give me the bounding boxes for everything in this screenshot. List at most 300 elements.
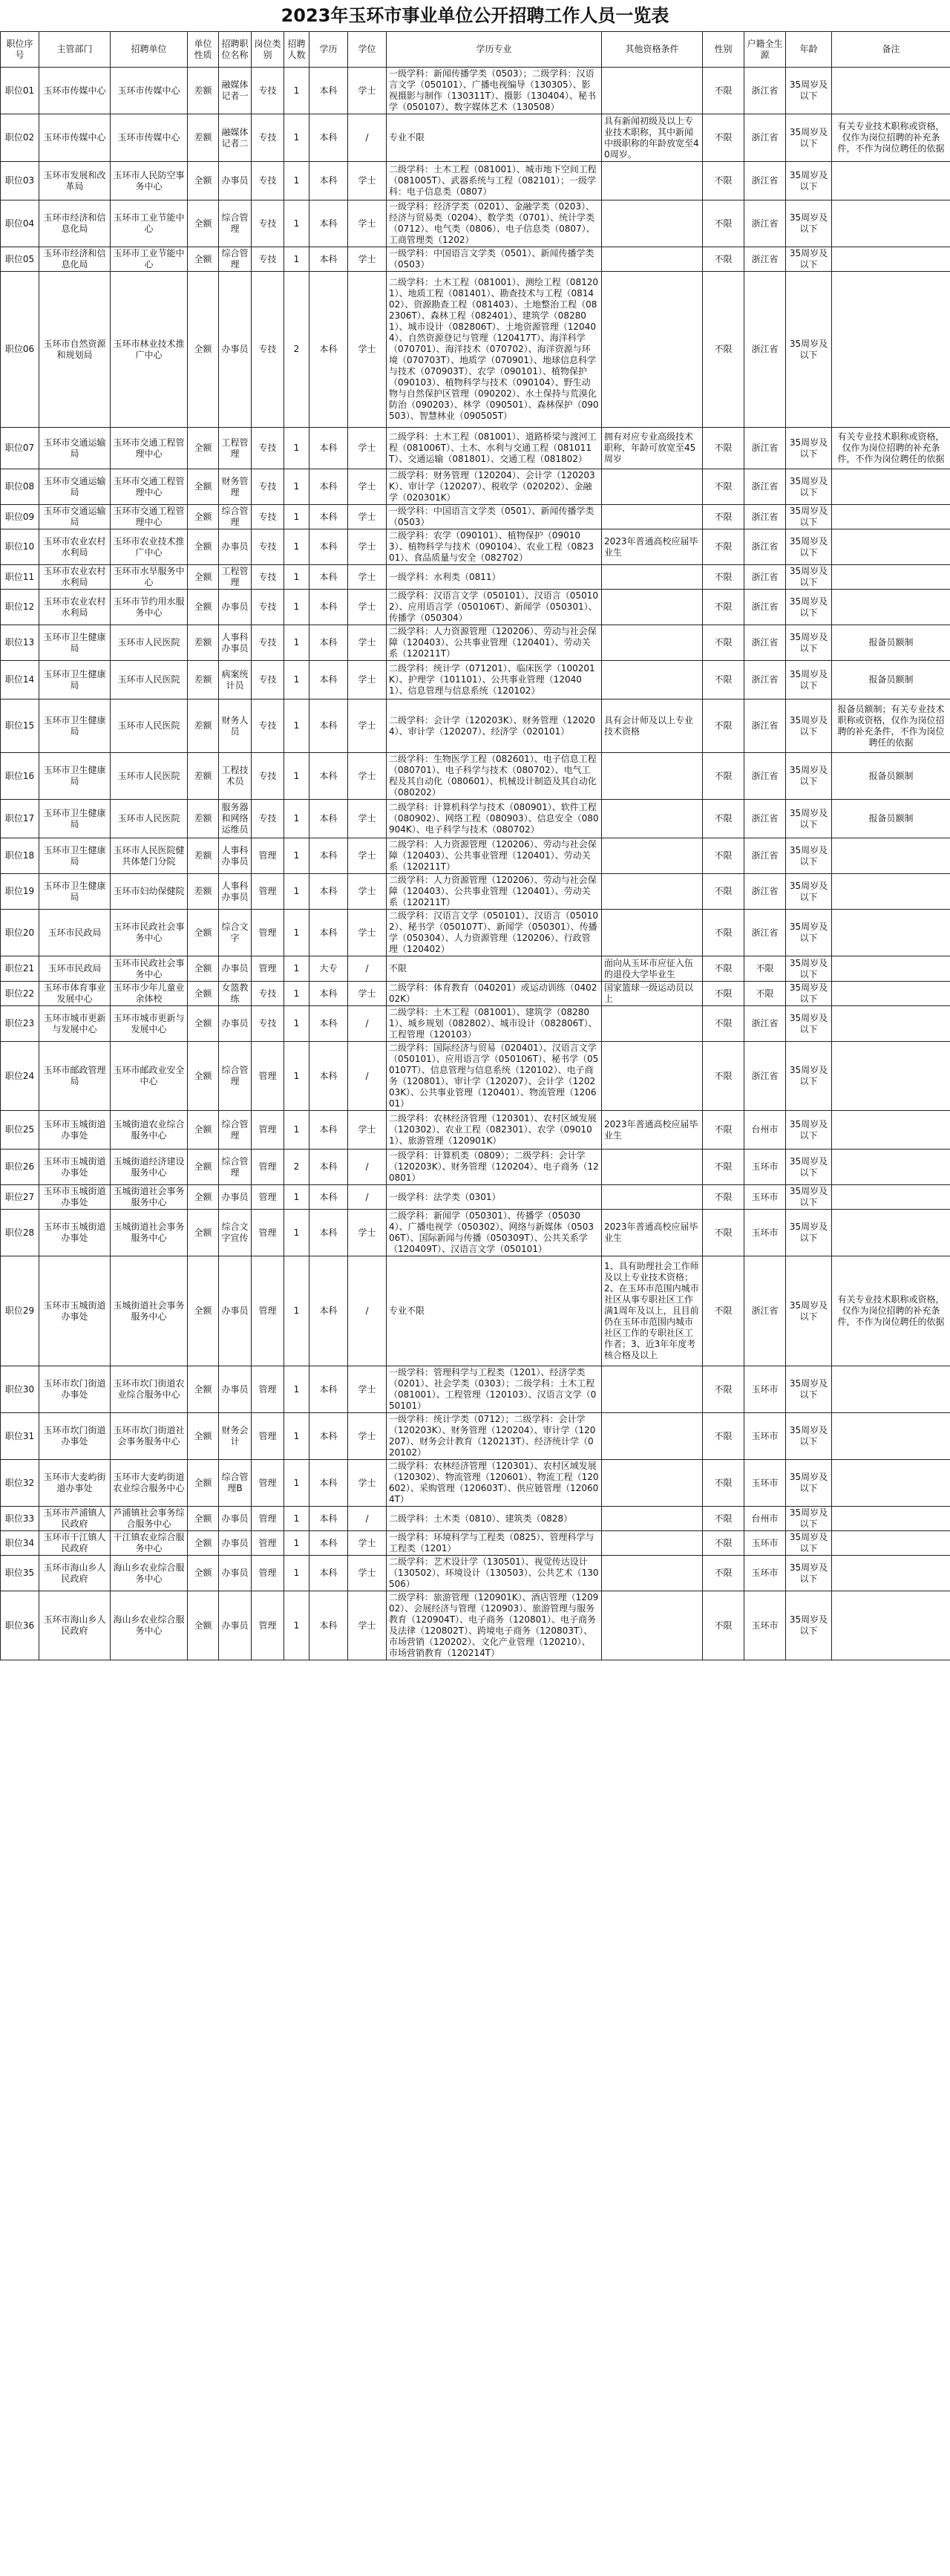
position-category-cell: 管理: [252, 1460, 284, 1507]
gender-cell: 不限: [703, 272, 744, 428]
age-cell: 35周岁及以下: [786, 247, 832, 272]
education-cell: 本科: [309, 982, 348, 1006]
headcount-cell: 1: [284, 1531, 309, 1556]
unit-nature-cell: 全额: [188, 247, 219, 272]
other-requirements-cell: 2023年普通高校应届毕业生: [602, 529, 703, 565]
household-registration-cell: 玉环市: [744, 1591, 786, 1660]
column-header: 岗位类别: [252, 32, 284, 68]
department-cell: 玉环市交通运输局: [39, 428, 111, 469]
degree-cell: /: [348, 1256, 387, 1366]
major-cell: 二级学科：体育教育（040201）或运动训练（040202K）: [387, 982, 602, 1006]
unit-nature-cell: 全额: [188, 1531, 219, 1556]
major-cell: 二级学科：生物医学工程（082601）、电子信息工程（080701）、电子科学与技术（080702）、电气工程及其自动化（080601）、机械设计制造及其自动化（080202）: [387, 753, 602, 800]
position-number-cell: 职位24: [1, 1042, 39, 1111]
degree-cell: 学士: [348, 469, 387, 505]
department-cell: 玉环市卫生健康局: [39, 700, 111, 753]
unit-nature-cell: 差额: [188, 700, 219, 753]
other-requirements-cell: [602, 1042, 703, 1111]
headcount-cell: 1: [284, 469, 309, 505]
other-requirements-cell: [602, 910, 703, 956]
headcount-cell: 1: [284, 505, 309, 529]
position-number-cell: 职位22: [1, 982, 39, 1006]
major-cell: 二级学科：人力资源管理（120206）、劳动与社会保障（120403）、公共事业管理（120401）、劳动关系（120211T）: [387, 874, 602, 910]
major-cell: 一级学科：管理科学与工程类（1201）、经济学类（0201）、社会学类（0303）；二级学科：土木工程（081001）、工程管理（120103）、汉语言文学（050101）: [387, 1366, 602, 1413]
position-number-cell: 职位02: [1, 114, 39, 162]
major-cell: 一级学科：中国语言文学类（0501）、新闻传播学类（0503）: [387, 247, 602, 272]
other-requirements-cell: [602, 590, 703, 625]
position-category-cell: 管理: [252, 1366, 284, 1413]
unit-nature-cell: 全额: [188, 1256, 219, 1366]
department-cell: 玉环市民政局: [39, 956, 111, 982]
gender-cell: 不限: [703, 838, 744, 874]
table-row: [1, 590, 950, 625]
remarks-cell: [832, 982, 950, 1006]
household-registration-cell: 玉环市: [744, 1210, 786, 1256]
age-cell: 35周岁及以下: [786, 874, 832, 910]
degree-cell: 学士: [348, 910, 387, 956]
education-cell: 本科: [309, 529, 348, 565]
position-name-cell: 办事员: [219, 1185, 252, 1210]
headcount-cell: 1: [284, 1111, 309, 1150]
table-row: [1, 661, 950, 700]
employer-unit-cell: 玉环市交通工程管理中心: [111, 428, 188, 469]
employer-unit-cell: 玉环市民政社会事务中心: [111, 956, 188, 982]
position-number-cell: 职位07: [1, 428, 39, 469]
household-registration-cell: 浙江省: [744, 272, 786, 428]
other-requirements-cell: 具有新闻初级及以上专业技术职称，其中新闻中级职称的年龄放宽至40周岁。: [602, 114, 703, 162]
age-cell: 35周岁及以下: [786, 956, 832, 982]
degree-cell: /: [348, 1042, 387, 1111]
degree-cell: 学士: [348, 1591, 387, 1660]
major-cell: 一级学科：环境科学与工程类（0825）、管理科学与工程类（1201）: [387, 1531, 602, 1556]
major-cell: 专业不限: [387, 114, 602, 162]
degree-cell: 学士: [348, 753, 387, 800]
age-cell: 35周岁及以下: [786, 1591, 832, 1660]
age-cell: 35周岁及以下: [786, 565, 832, 590]
household-registration-cell: 不限: [744, 982, 786, 1006]
position-name-cell: 融媒体记者二: [219, 114, 252, 162]
unit-nature-cell: 全额: [188, 1042, 219, 1111]
remarks-cell: 报备员额制: [832, 753, 950, 800]
position-number-cell: 职位10: [1, 529, 39, 565]
table-row: [1, 1006, 950, 1042]
other-requirements-cell: [602, 800, 703, 838]
column-header: 学位: [348, 32, 387, 68]
position-name-cell: 综合管理: [219, 200, 252, 247]
table-header-row: [1, 32, 950, 68]
degree-cell: 学士: [348, 1460, 387, 1507]
department-cell: 玉环市农业农村水利局: [39, 565, 111, 590]
table-row: [1, 1413, 950, 1460]
household-registration-cell: 玉环市: [744, 1185, 786, 1210]
education-cell: 本科: [309, 1556, 348, 1591]
headcount-cell: 1: [284, 838, 309, 874]
position-name-cell: 办事员: [219, 1006, 252, 1042]
remarks-cell: [832, 1150, 950, 1185]
department-cell: 玉环市农业农村水利局: [39, 529, 111, 565]
major-cell: 二级学科：人力资源管理（120206）、劳动与社会保障（120403）、公共事业管理（120401）、劳动关系（120211T）: [387, 838, 602, 874]
table-row: [1, 505, 950, 529]
employer-unit-cell: 干江镇农业综合服务中心: [111, 1531, 188, 1556]
position-name-cell: 办事员: [219, 590, 252, 625]
position-category-cell: 专技: [252, 590, 284, 625]
education-cell: 本科: [309, 1507, 348, 1531]
gender-cell: 不限: [703, 529, 744, 565]
degree-cell: /: [348, 114, 387, 162]
position-number-cell: 职位32: [1, 1460, 39, 1507]
position-name-cell: 财务人员: [219, 700, 252, 753]
department-cell: 玉环市坎门街道办事处: [39, 1366, 111, 1413]
degree-cell: 学士: [348, 874, 387, 910]
position-number-cell: 职位33: [1, 1507, 39, 1531]
household-registration-cell: 浙江省: [744, 1042, 786, 1111]
unit-nature-cell: 全额: [188, 1150, 219, 1185]
gender-cell: 不限: [703, 469, 744, 505]
other-requirements-cell: 具有会计师及以上专业技术资格: [602, 700, 703, 753]
household-registration-cell: 浙江省: [744, 838, 786, 874]
age-cell: 35周岁及以下: [786, 590, 832, 625]
degree-cell: 学士: [348, 661, 387, 700]
headcount-cell: 1: [284, 1413, 309, 1460]
household-registration-cell: 玉环市: [744, 1366, 786, 1413]
table-row: [1, 838, 950, 874]
gender-cell: 不限: [703, 1507, 744, 1531]
employer-unit-cell: 玉环市人民防空事务中心: [111, 162, 188, 200]
remarks-cell: [832, 1556, 950, 1591]
position-number-cell: 职位19: [1, 874, 39, 910]
household-registration-cell: 浙江省: [744, 661, 786, 700]
degree-cell: 学士: [348, 625, 387, 661]
degree-cell: 学士: [348, 565, 387, 590]
household-registration-cell: 浙江省: [744, 505, 786, 529]
gender-cell: 不限: [703, 565, 744, 590]
education-cell: 本科: [309, 565, 348, 590]
major-cell: 专业不限: [387, 1256, 602, 1366]
department-cell: 玉环市邮政管理局: [39, 1042, 111, 1111]
education-cell: 本科: [309, 874, 348, 910]
major-cell: 二级学科：土木工程（081001）、测绘工程（081201）、地质工程（081401）、勘查技术与工程（081402）、资源勘查工程（081403）、土地整治工程（082306T）、森林工程（082401）、建筑学（082801）、城市设计（082806T）、土地资源管理（120404）、自然资源登记与管理（120417T）、海洋科学（070701）、海洋技术（070702）、海洋资源与环境（070703T）、地质学（070901）、地球信息科学与技术（070903T）、农学（090101）、植物保护（090103）、植物科学与技术（090104）、野生动物与自然保护区管理（090202）、水土保持与荒漠化防治（090203）、林学（090501）、森林保护（090503）、智慧林业（090505T）: [387, 272, 602, 428]
position-number-cell: 职位30: [1, 1366, 39, 1413]
table-row: [1, 753, 950, 800]
remarks-cell: [832, 162, 950, 200]
table-row: [1, 874, 950, 910]
other-requirements-cell: 1、具有助理社会工作师及以上专业技术资格；2、在玉环市范围内城市社区从事专职社区工作满1周年及以上，且目前仍在玉环市范围内城市社区工作的专职社区工作者；3、近3年年度考核合格及以上: [602, 1256, 703, 1366]
gender-cell: 不限: [703, 1150, 744, 1185]
unit-nature-cell: 全额: [188, 956, 219, 982]
unit-nature-cell: 全额: [188, 1507, 219, 1531]
other-requirements-cell: [602, 162, 703, 200]
position-number-cell: 职位11: [1, 565, 39, 590]
position-number-cell: 职位12: [1, 590, 39, 625]
major-cell: 一级学科：计算机类（0809）；二级学科：会计学（120203K）、财务管理（120204）、电子商务（120801）: [387, 1150, 602, 1185]
unit-nature-cell: 全额: [188, 200, 219, 247]
position-name-cell: 工程技术员: [219, 753, 252, 800]
major-cell: 二级学科：艺术设计学（130501）、视觉传达设计（130502）、环境设计（130503）、公共艺术（130506）: [387, 1556, 602, 1591]
department-cell: 玉环市经济和信息化局: [39, 247, 111, 272]
column-header: 招聘职位名称: [219, 32, 252, 68]
department-cell: 玉环市农业农村水利局: [39, 590, 111, 625]
remarks-cell: [832, 1366, 950, 1413]
position-name-cell: 综合管理: [219, 1150, 252, 1185]
remarks-cell: [832, 1507, 950, 1531]
department-cell: 玉环市经济和信息化局: [39, 200, 111, 247]
major-cell: 二级学科：农林经济管理（120301）、农村区域发展（120302）、农业工程（082301）、农学（090101）、旅游管理（120901K）: [387, 1111, 602, 1150]
position-name-cell: 综合管理: [219, 247, 252, 272]
education-cell: 本科: [309, 753, 348, 800]
department-cell: 玉环市传媒中心: [39, 68, 111, 114]
position-category-cell: 管理: [252, 838, 284, 874]
position-category-cell: 专技: [252, 753, 284, 800]
unit-nature-cell: 全额: [188, 1413, 219, 1460]
age-cell: 35周岁及以下: [786, 162, 832, 200]
gender-cell: 不限: [703, 1111, 744, 1150]
major-cell: 二级学科：新闻学（050301）、传播学（050304）、广播电视学（050302）、网络与新媒体（050306T）、国际新闻与传播（050309T）、公共关系学（120409T）、汉语言文学（050101）: [387, 1210, 602, 1256]
position-name-cell: 综合管理B: [219, 1460, 252, 1507]
headcount-cell: 1: [284, 753, 309, 800]
unit-nature-cell: 全额: [188, 272, 219, 428]
column-header: 单位性质: [188, 32, 219, 68]
employer-unit-cell: 玉环市城市更新与发展中心: [111, 1006, 188, 1042]
position-number-cell: 职位35: [1, 1556, 39, 1591]
degree-cell: 学士: [348, 162, 387, 200]
major-cell: 二级学科：农林经济管理（120301）、农村区域发展（120302）、物流管理（120601）、物流工程（120602）、采购管理（120603T）、供应链管理（120604T）: [387, 1460, 602, 1507]
remarks-cell: [832, 272, 950, 428]
age-cell: 35周岁及以下: [786, 753, 832, 800]
unit-nature-cell: 差额: [188, 661, 219, 700]
employer-unit-cell: 玉环市水旱服务中心: [111, 565, 188, 590]
position-category-cell: 管理: [252, 1042, 284, 1111]
age-cell: 35周岁及以下: [786, 1507, 832, 1531]
position-name-cell: 办事员: [219, 1256, 252, 1366]
gender-cell: 不限: [703, 625, 744, 661]
major-cell: 二级学科：计算机科学与技术（080901）、软件工程（080902）、网络工程（080903）、信息安全（080904K）、电子科学与技术（080702）: [387, 800, 602, 838]
household-registration-cell: 浙江省: [744, 1256, 786, 1366]
table-row: [1, 1531, 950, 1556]
department-cell: 玉环市发展和改革局: [39, 162, 111, 200]
table-row: [1, 1210, 950, 1256]
position-name-cell: 办事员: [219, 1507, 252, 1531]
position-name-cell: 病案统计员: [219, 661, 252, 700]
headcount-cell: 1: [284, 1256, 309, 1366]
unit-nature-cell: 全额: [188, 1185, 219, 1210]
remarks-cell: 报备员额制: [832, 661, 950, 700]
headcount-cell: 1: [284, 800, 309, 838]
remarks-cell: [832, 1460, 950, 1507]
degree-cell: 学士: [348, 1366, 387, 1413]
position-number-cell: 职位14: [1, 661, 39, 700]
table-body: [1, 68, 950, 1660]
employer-unit-cell: 玉环市妇幼保健院: [111, 874, 188, 910]
household-registration-cell: 浙江省: [744, 800, 786, 838]
degree-cell: 学士: [348, 800, 387, 838]
gender-cell: 不限: [703, 247, 744, 272]
remarks-cell: [832, 590, 950, 625]
employer-unit-cell: 玉环市大麦屿街道农业综合服务中心: [111, 1460, 188, 1507]
employer-unit-cell: 玉环市传媒中心: [111, 114, 188, 162]
other-requirements-cell: [602, 247, 703, 272]
position-name-cell: 工程管理: [219, 428, 252, 469]
degree-cell: 学士: [348, 1111, 387, 1150]
position-category-cell: 管理: [252, 910, 284, 956]
position-name-cell: 办事员: [219, 1531, 252, 1556]
headcount-cell: 1: [284, 1507, 309, 1531]
headcount-cell: 1: [284, 1006, 309, 1042]
household-registration-cell: 浙江省: [744, 114, 786, 162]
employer-unit-cell: 玉环市邮政业安全中心: [111, 1042, 188, 1111]
degree-cell: 学士: [348, 200, 387, 247]
page-title: 2023年玉环市事业单位公开招聘工作人员一览表: [281, 5, 669, 26]
position-name-cell: 人事科办事员: [219, 874, 252, 910]
unit-nature-cell: 差额: [188, 800, 219, 838]
position-name-cell: 工程管理: [219, 565, 252, 590]
age-cell: 35周岁及以下: [786, 910, 832, 956]
position-category-cell: 专技: [252, 529, 284, 565]
education-cell: 本科: [309, 162, 348, 200]
employer-unit-cell: 玉环市农业技术推广中心: [111, 529, 188, 565]
department-cell: 玉环市芦浦镇人民政府: [39, 1507, 111, 1531]
education-cell: 本科: [309, 1460, 348, 1507]
department-cell: 玉环市海山乡人民政府: [39, 1591, 111, 1660]
other-requirements-cell: [602, 68, 703, 114]
position-name-cell: 办事员: [219, 272, 252, 428]
major-cell: 二级学科：国际经济与贸易（020401）、汉语言文学（050101）、应用语言学（050106T）、秘书学（050107T）、信息管理与信息系统（120102）、电子商务（120801）、审计学（120207）、会计学（120203K）、公共事业管理（120401）、物流管理（120601）: [387, 1042, 602, 1111]
household-registration-cell: 台州市: [744, 1507, 786, 1531]
major-cell: 二级学科：土木工程（081001）、建筑学（082801）、城乡规划（082802）、城市设计（082806T）、工程管理（120103）: [387, 1006, 602, 1042]
employer-unit-cell: 玉环市少年儿童业余体校: [111, 982, 188, 1006]
position-category-cell: 专技: [252, 982, 284, 1006]
employer-unit-cell: 海山乡农业综合服务中心: [111, 1591, 188, 1660]
major-cell: 一级学科：中国语言文学类（0501）、新闻传播学类（0503）: [387, 505, 602, 529]
household-registration-cell: 浙江省: [744, 162, 786, 200]
household-registration-cell: 浙江省: [744, 247, 786, 272]
table-row: [1, 565, 950, 590]
other-requirements-cell: [602, 200, 703, 247]
table-row: [1, 800, 950, 838]
household-registration-cell: 浙江省: [744, 529, 786, 565]
gender-cell: 不限: [703, 200, 744, 247]
household-registration-cell: 浙江省: [744, 1006, 786, 1042]
age-cell: 35周岁及以下: [786, 1531, 832, 1556]
table-row: [1, 1042, 950, 1111]
department-cell: 玉环市海山乡人民政府: [39, 1556, 111, 1591]
remarks-cell: 有关专业技术职称或资格，仅作为岗位招聘的补充条件，不作为岗位聘任的依据: [832, 428, 950, 469]
department-cell: 玉环市自然资源和规划局: [39, 272, 111, 428]
position-category-cell: 管理: [252, 1150, 284, 1185]
unit-nature-cell: 差额: [188, 874, 219, 910]
unit-nature-cell: 全额: [188, 1210, 219, 1256]
age-cell: 35周岁及以下: [786, 1185, 832, 1210]
headcount-cell: 1: [284, 1591, 309, 1660]
unit-nature-cell: 差额: [188, 838, 219, 874]
unit-nature-cell: 全额: [188, 529, 219, 565]
table-row: [1, 1111, 950, 1150]
gender-cell: 不限: [703, 700, 744, 753]
gender-cell: 不限: [703, 590, 744, 625]
position-name-cell: 办事员: [219, 162, 252, 200]
education-cell: 本科: [309, 910, 348, 956]
household-registration-cell: 浙江省: [744, 565, 786, 590]
other-requirements-cell: 拥有对应专业高级技术职称，年龄可放宽至45周岁: [602, 428, 703, 469]
position-category-cell: 专技: [252, 272, 284, 428]
remarks-cell: [832, 529, 950, 565]
age-cell: 35周岁及以下: [786, 529, 832, 565]
position-category-cell: 专技: [252, 200, 284, 247]
position-category-cell: 管理: [252, 874, 284, 910]
remarks-cell: 报备员额制: [832, 800, 950, 838]
gender-cell: 不限: [703, 1591, 744, 1660]
age-cell: 35周岁及以下: [786, 272, 832, 428]
employer-unit-cell: 玉城街道社会事务服务中心: [111, 1256, 188, 1366]
household-registration-cell: 浙江省: [744, 910, 786, 956]
employer-unit-cell: 玉环市人民医院: [111, 625, 188, 661]
gender-cell: 不限: [703, 1006, 744, 1042]
column-header: 主管部门: [39, 32, 111, 68]
gender-cell: 不限: [703, 1185, 744, 1210]
degree-cell: 学士: [348, 1531, 387, 1556]
major-cell: 二级学科：土木类（0810）、建筑类（0828）: [387, 1507, 602, 1531]
table-row: [1, 68, 950, 114]
department-cell: 玉环市干江镇人民政府: [39, 1531, 111, 1556]
headcount-cell: 1: [284, 661, 309, 700]
headcount-cell: 1: [284, 247, 309, 272]
remarks-cell: [832, 1591, 950, 1660]
other-requirements-cell: [602, 1460, 703, 1507]
education-cell: 大专: [309, 956, 348, 982]
position-name-cell: 办事员: [219, 956, 252, 982]
position-number-cell: 职位27: [1, 1185, 39, 1210]
degree-cell: 学士: [348, 529, 387, 565]
other-requirements-cell: [602, 625, 703, 661]
position-number-cell: 职位29: [1, 1256, 39, 1366]
other-requirements-cell: [602, 1150, 703, 1185]
column-header: 备注: [832, 32, 950, 68]
position-name-cell: 综合文字: [219, 910, 252, 956]
table-row: [1, 1591, 950, 1660]
table-row: [1, 529, 950, 565]
unit-nature-cell: 全额: [188, 1556, 219, 1591]
employer-unit-cell: 玉城街道经济建设服务中心: [111, 1150, 188, 1185]
major-cell: 一级学科：法学类（0301）: [387, 1185, 602, 1210]
age-cell: 35周岁及以下: [786, 114, 832, 162]
gender-cell: 不限: [703, 1256, 744, 1366]
gender-cell: 不限: [703, 1460, 744, 1507]
education-cell: 本科: [309, 247, 348, 272]
age-cell: 35周岁及以下: [786, 800, 832, 838]
remarks-cell: [832, 1413, 950, 1460]
column-header: 招聘单位: [111, 32, 188, 68]
department-cell: 玉环市玉城街道办事处: [39, 1256, 111, 1366]
other-requirements-cell: [602, 661, 703, 700]
table-row: [1, 272, 950, 428]
unit-nature-cell: 差额: [188, 114, 219, 162]
unit-nature-cell: 全额: [188, 505, 219, 529]
headcount-cell: 1: [284, 565, 309, 590]
position-category-cell: 专技: [252, 565, 284, 590]
table-row: [1, 1507, 950, 1531]
household-registration-cell: 浙江省: [744, 428, 786, 469]
other-requirements-cell: 国家篮球一级运动员以上: [602, 982, 703, 1006]
remarks-cell: [832, 956, 950, 982]
education-cell: 本科: [309, 700, 348, 753]
gender-cell: 不限: [703, 1556, 744, 1591]
department-cell: 玉环市玉城街道办事处: [39, 1185, 111, 1210]
household-registration-cell: 玉环市: [744, 1531, 786, 1556]
gender-cell: 不限: [703, 1413, 744, 1460]
employer-unit-cell: 玉环市交通工程管理中心: [111, 505, 188, 529]
position-category-cell: 专技: [252, 625, 284, 661]
employer-unit-cell: 玉环市人民医院: [111, 800, 188, 838]
education-cell: 本科: [309, 1185, 348, 1210]
